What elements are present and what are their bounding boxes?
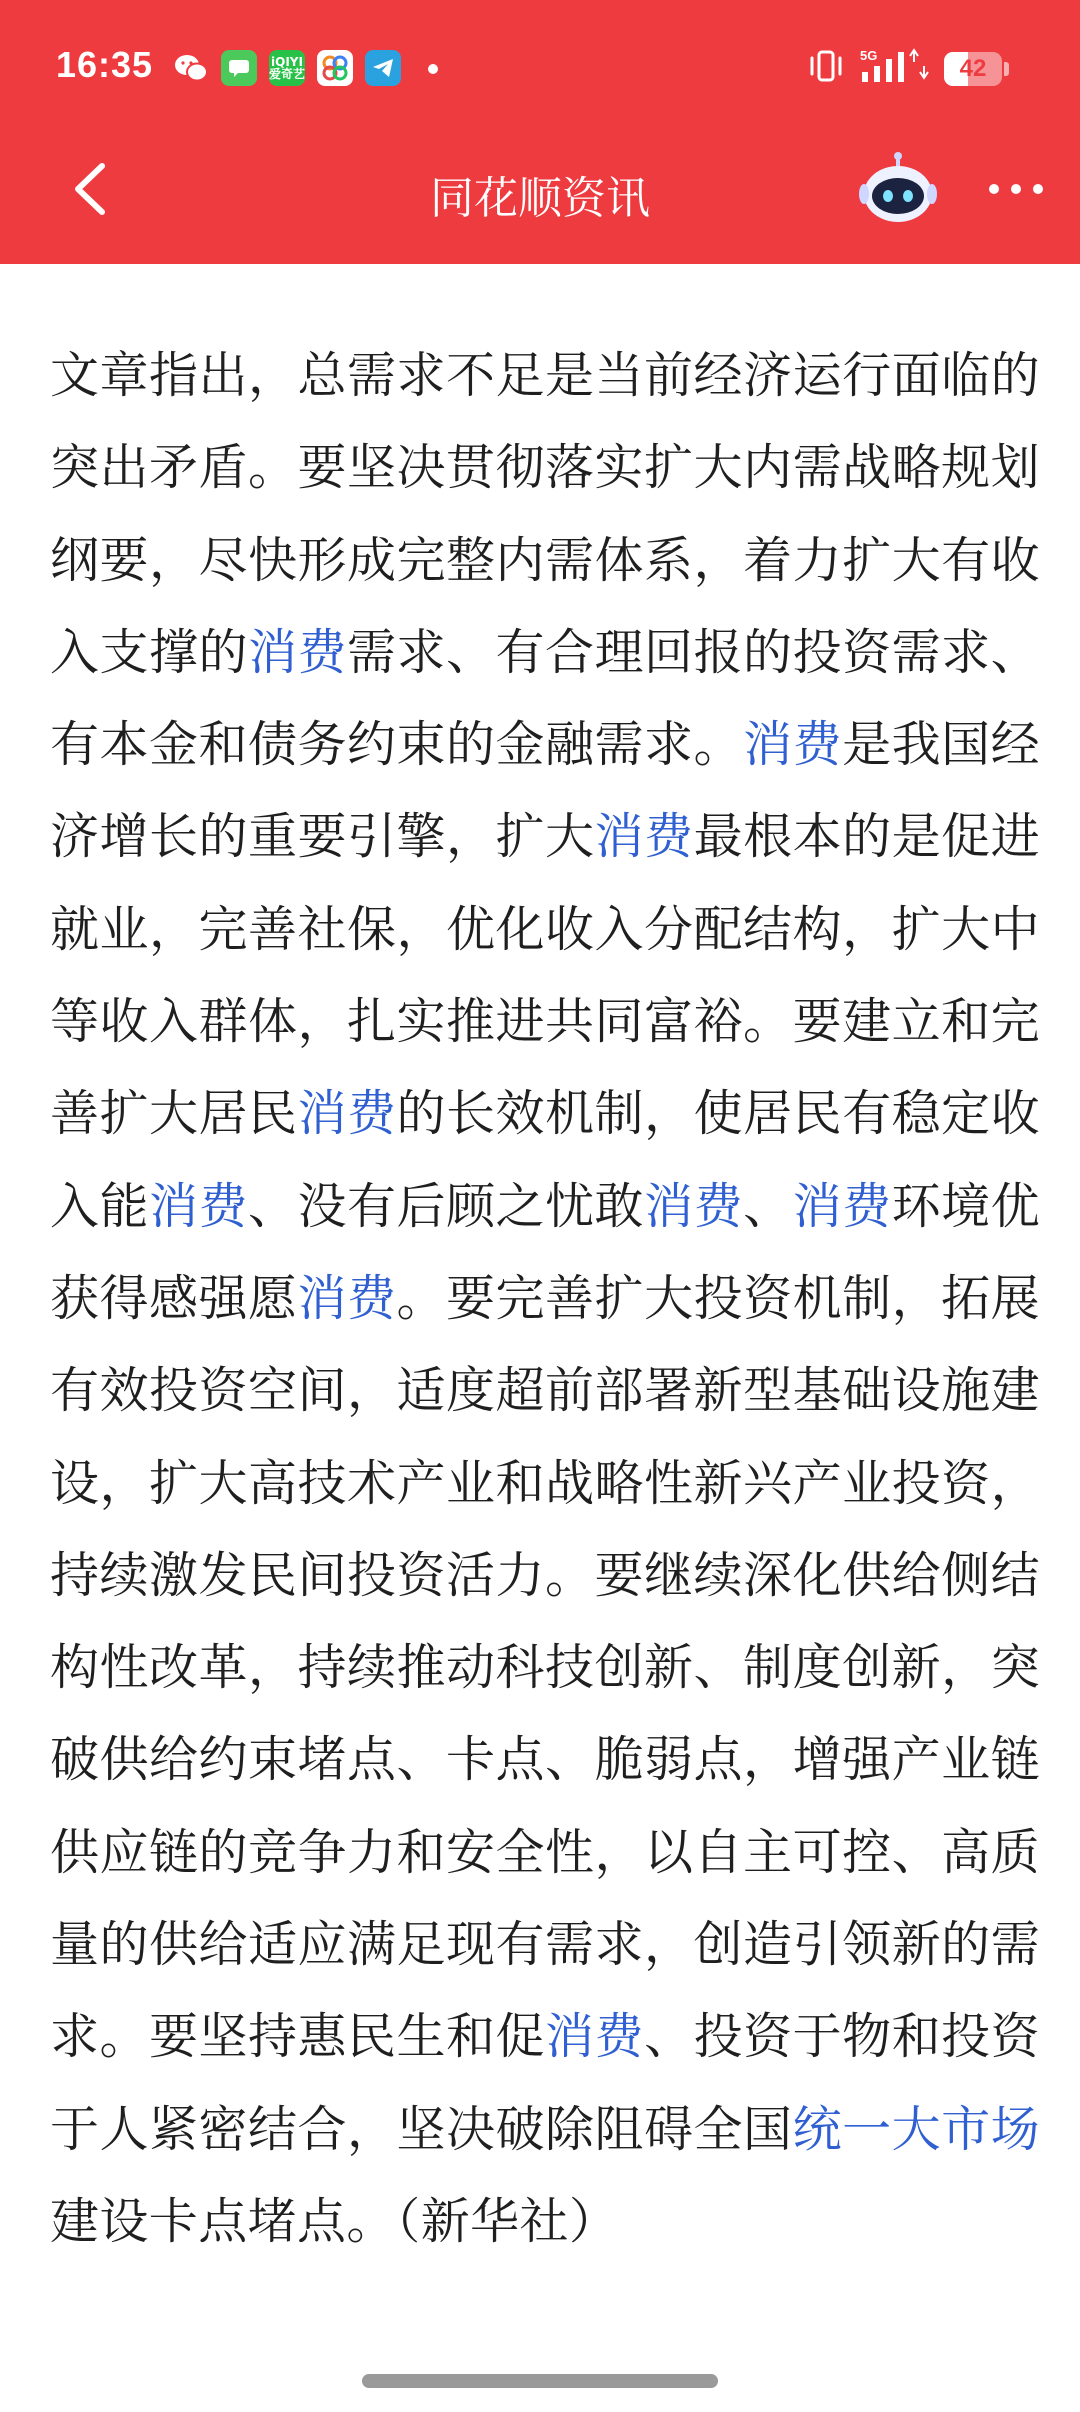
vibrate-icon xyxy=(806,46,846,86)
article-text: 。要完善扩大投资机制，拓展有效投资空间，适度超前部署新型基础设施建设，扩大高技术产业和战略性新兴产业投资，持续激发民间投资活力。要继续深化供给侧结构性改革，持续推动科技创新、制度创新，突破供给约束堵点、卡点、脆弱点，增强产业链供应链的竞争力和安全性，以自主可控、高质量的供给适应满足现有需求，创造引领新的需求。要坚持惠民生和促 xyxy=(50,1269,1040,2066)
nav-bar xyxy=(0,140,1080,264)
message-icon xyxy=(221,50,257,86)
battery-icon xyxy=(944,52,1002,86)
keyword-link[interactable]: 统一大市场 xyxy=(792,2100,1040,2158)
status-time: 16:35 xyxy=(56,44,154,85)
article-text: 文章指出，总需求不足是当前经济运行面临的突出矛盾。要坚决贯彻落实扩大内需战略规划纲要，尽快形成完整内需体系，着力扩大有收入支撑的 xyxy=(50,347,1040,681)
article-text: 、没有后顾之忧敢 xyxy=(248,1177,645,1235)
keyword-link[interactable]: 消费 xyxy=(297,1085,397,1143)
keyword-link[interactable]: 消费 xyxy=(644,1177,744,1235)
article-text: 最根本的是促进就业，完善社保，优化收入分配结构，扩大中等收入群体，扎实推进共同富裕。要建立和完善扩大居民 xyxy=(50,808,1040,1143)
page-title: 同花顺资讯 xyxy=(430,173,650,224)
article-text: 、 xyxy=(743,1177,793,1235)
article-text: 、投资于物和投资于人紧密结合，坚决破除阻碍全国 xyxy=(50,2008,1040,2158)
keyword-link[interactable]: 消费 xyxy=(149,1177,249,1235)
battery-cap xyxy=(1004,62,1009,76)
wechat-icon xyxy=(173,50,209,86)
keyword-link[interactable]: 消费 xyxy=(594,808,694,866)
battery-level: 42 xyxy=(959,55,987,82)
keyword-link[interactable]: 消费 xyxy=(297,1269,397,1327)
article-text: 需求、有合理回报的投资需求、有本金和债务约束的金融需求。 xyxy=(50,623,1040,774)
article-text: 是我国经济增长的重要引擎，扩大 xyxy=(50,716,1040,866)
more-notifications-dot xyxy=(428,64,438,74)
app-header xyxy=(0,0,1080,264)
keyword-link[interactable]: 消费 xyxy=(743,716,843,774)
iqiyi-label: iQIYI 爱奇艺 xyxy=(269,55,306,81)
ai-assistant-button[interactable] xyxy=(858,152,938,228)
keyword-link[interactable]: 消费 xyxy=(792,1177,892,1235)
status-bar xyxy=(0,0,1080,140)
article-text: 建设卡点堵点。（新华社） xyxy=(50,2192,619,2250)
telegram-icon xyxy=(365,50,401,86)
home-indicator[interactable] xyxy=(362,2374,718,2388)
network-label: 5G xyxy=(860,48,878,63)
app-icon xyxy=(317,50,353,86)
article-text: 环境优获得感强愿 xyxy=(50,1177,1041,1327)
robot-icon xyxy=(858,152,938,228)
article-body xyxy=(50,330,1040,2268)
keyword-link[interactable]: 消费 xyxy=(248,623,348,681)
iqiyi-icon xyxy=(269,50,305,86)
signal-5g-icon xyxy=(858,46,930,86)
more-options-button[interactable] xyxy=(984,164,1048,214)
keyword-link[interactable]: 消费 xyxy=(545,2008,645,2066)
article-text: 的长效机制，使居民有稳定收入能 xyxy=(50,1085,1040,1235)
more-dots-icon xyxy=(984,164,1048,214)
